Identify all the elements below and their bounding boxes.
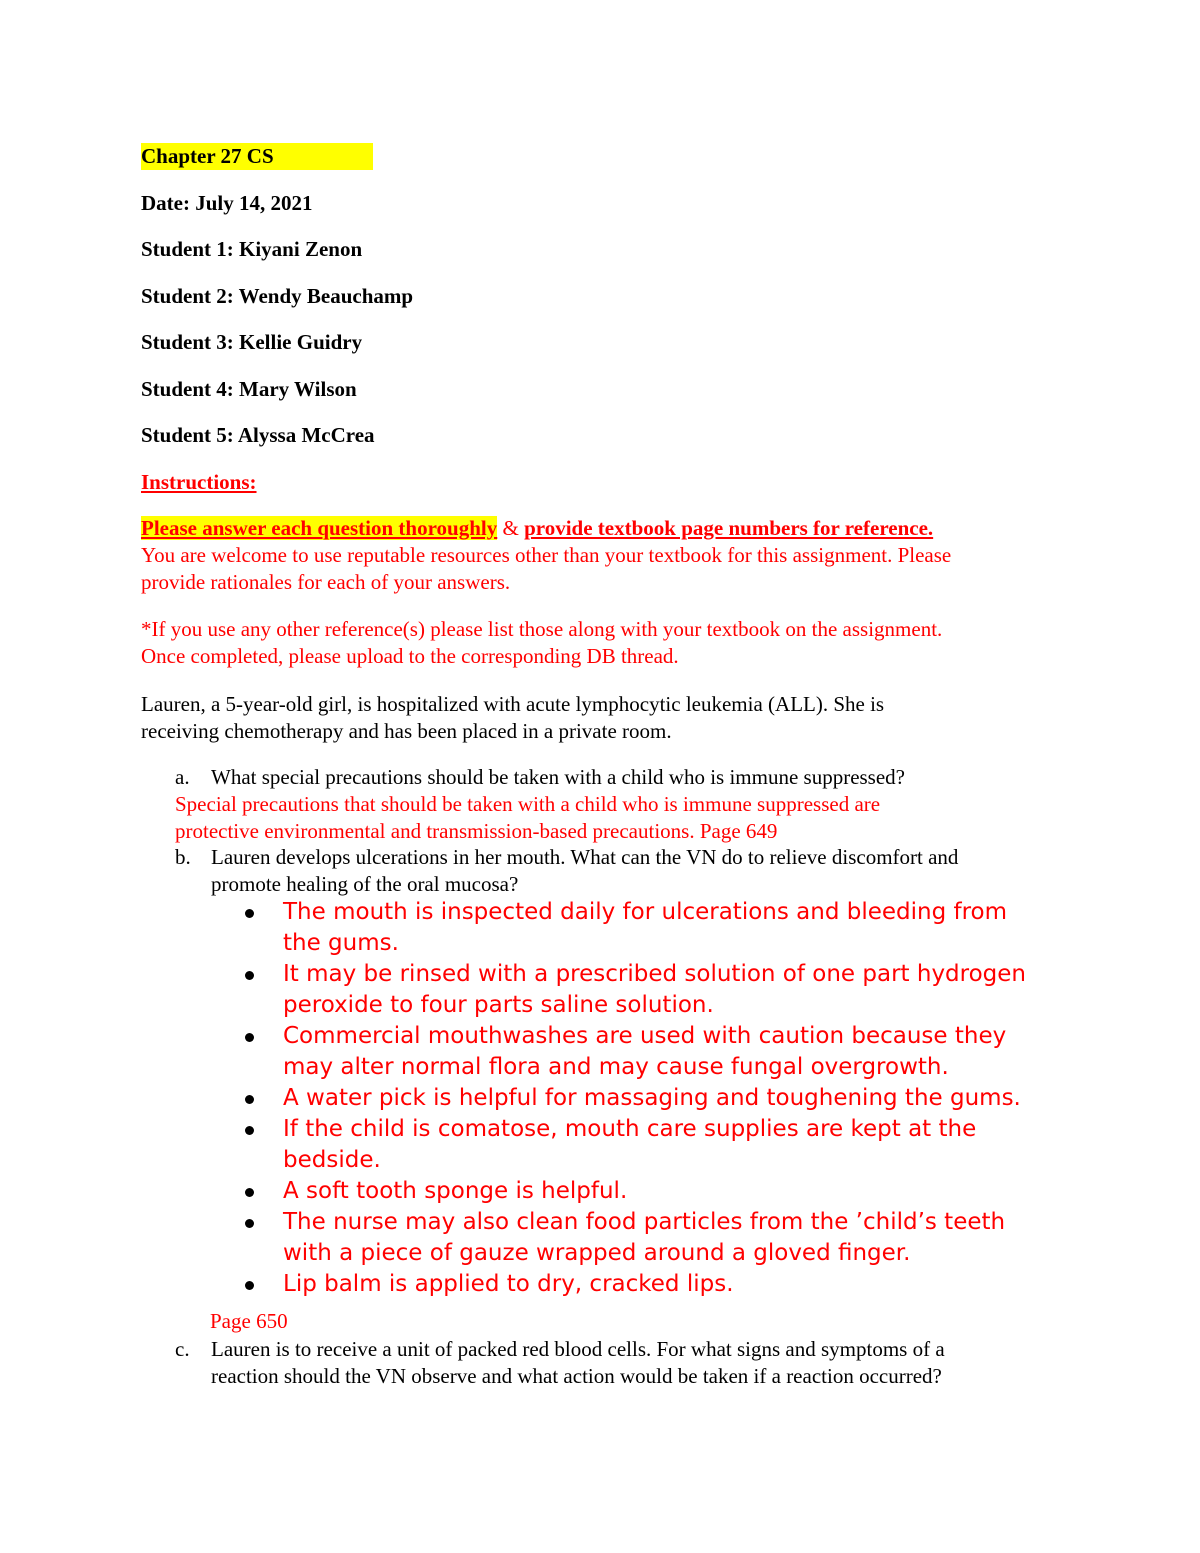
instructions-line: You are welcome to use reputable resources other than your textbook for this assignment. Please xyxy=(141,543,952,567)
instructions-emphasis: Please answer each question thoroughly & provide textbook page numbers for reference. xyxy=(141,516,934,540)
question-text: What special precautions should be taken with a child who is immune suppressed? xyxy=(211,765,905,789)
bullet-text: the gums. xyxy=(283,930,399,956)
bullet-icon xyxy=(245,1033,254,1042)
question-a xyxy=(141,764,1061,845)
bullet-text: peroxide to four parts saline solution. xyxy=(283,992,714,1018)
bullet-text: It may be rinsed with a prescribed solution of one part hydrogen xyxy=(283,961,1027,987)
question-text: Lauren develops ulcerations in her mouth. What can the VN do to relieve discomfort and xyxy=(211,845,959,869)
answer-bullet-item xyxy=(241,1114,1061,1176)
student-line: Student 3: Kellie Guidry xyxy=(141,330,363,354)
question-text: reaction should the VN observe and what action would be taken if a reaction occurred? xyxy=(211,1364,942,1388)
case-scenario xyxy=(141,691,1061,745)
question-letter: a. xyxy=(175,765,190,789)
bullet-text: The nurse may also clean food particles from the ’child’s teeth xyxy=(283,1209,1006,1235)
bullet-icon xyxy=(245,909,254,918)
question-letter: c. xyxy=(175,1337,190,1361)
answer-bullet-item xyxy=(241,1207,1061,1269)
bullet-text: with a piece of gauze wrapped around a gloved finger. xyxy=(283,1240,911,1266)
date-line: Date: July 14, 2021 xyxy=(141,191,313,215)
instructions-text xyxy=(141,515,1061,596)
bullet-icon xyxy=(245,1219,254,1228)
answer-bullet-item xyxy=(241,1269,1061,1300)
bullet-text: bedside. xyxy=(283,1147,381,1173)
bullet-icon xyxy=(245,1095,254,1104)
case-line: receiving chemotherapy and has been placed in a private room. xyxy=(141,719,672,743)
bullet-text: Commercial mouthwashes are used with caution because they xyxy=(283,1023,1007,1049)
document-title: Chapter 27 CS xyxy=(141,143,373,170)
page-reference: Page 650 xyxy=(210,1309,288,1333)
bullet-text: A water pick is helpful for massaging and toughening the gums. xyxy=(283,1085,1021,1111)
bullet-text: The mouth is inspected daily for ulcerations and bleeding from xyxy=(283,899,1008,925)
student-line: Student 5: Alyssa McCrea xyxy=(141,423,375,447)
answer-bullet-item xyxy=(241,959,1061,1021)
answer-bullet-item xyxy=(241,1083,1061,1114)
question-letter: b. xyxy=(175,845,191,869)
question-text: Lauren is to receive a unit of packed red blood cells. For what signs and symptoms of a xyxy=(211,1337,945,1361)
answer-bullet-item xyxy=(241,1176,1061,1207)
bullet-icon xyxy=(245,1126,254,1135)
note-line: Once completed, please upload to the corresponding DB thread. xyxy=(141,644,679,668)
answer-line: protective environmental and transmission-based precautions. Page 649 xyxy=(175,819,778,843)
student-line: Student 1: Kiyani Zenon xyxy=(141,237,363,261)
case-line: Lauren, a 5-year-old girl, is hospitalized with acute lymphocytic leukemia (ALL). She is xyxy=(141,692,885,716)
student-line: Student 4: Mary Wilson xyxy=(141,377,357,401)
question-c xyxy=(141,1336,1061,1390)
bullet-icon xyxy=(245,1188,254,1197)
question-b xyxy=(141,844,1061,898)
bullet-text: If the child is comatose, mouth care supplies are kept at the xyxy=(283,1116,977,1142)
bullet-text: A soft tooth sponge is helpful. xyxy=(283,1178,628,1204)
bullet-icon xyxy=(245,971,254,980)
question-text: promote healing of the oral mucosa? xyxy=(211,872,519,896)
bullet-text: may alter normal flora and may cause fungal overgrowth. xyxy=(283,1054,949,1080)
answer-line: Special precautions that should be taken with a child who is immune suppressed are xyxy=(175,792,881,816)
reference-note xyxy=(141,616,1061,670)
bullet-text: Lip balm is applied to dry, cracked lips. xyxy=(283,1271,734,1297)
instructions-line: provide rationales for each of your answers. xyxy=(141,570,511,594)
student-line: Student 2: Wendy Beauchamp xyxy=(141,284,414,308)
answer-bullet-list xyxy=(241,897,1061,1300)
answer-bullet-item xyxy=(241,897,1061,959)
note-line: *If you use any other reference(s) please list those along with your textbook on the assignment. xyxy=(141,617,943,641)
bullet-icon xyxy=(245,1281,254,1290)
answer-bullet-item xyxy=(241,1021,1061,1083)
instructions-label: Instructions: xyxy=(141,470,257,494)
